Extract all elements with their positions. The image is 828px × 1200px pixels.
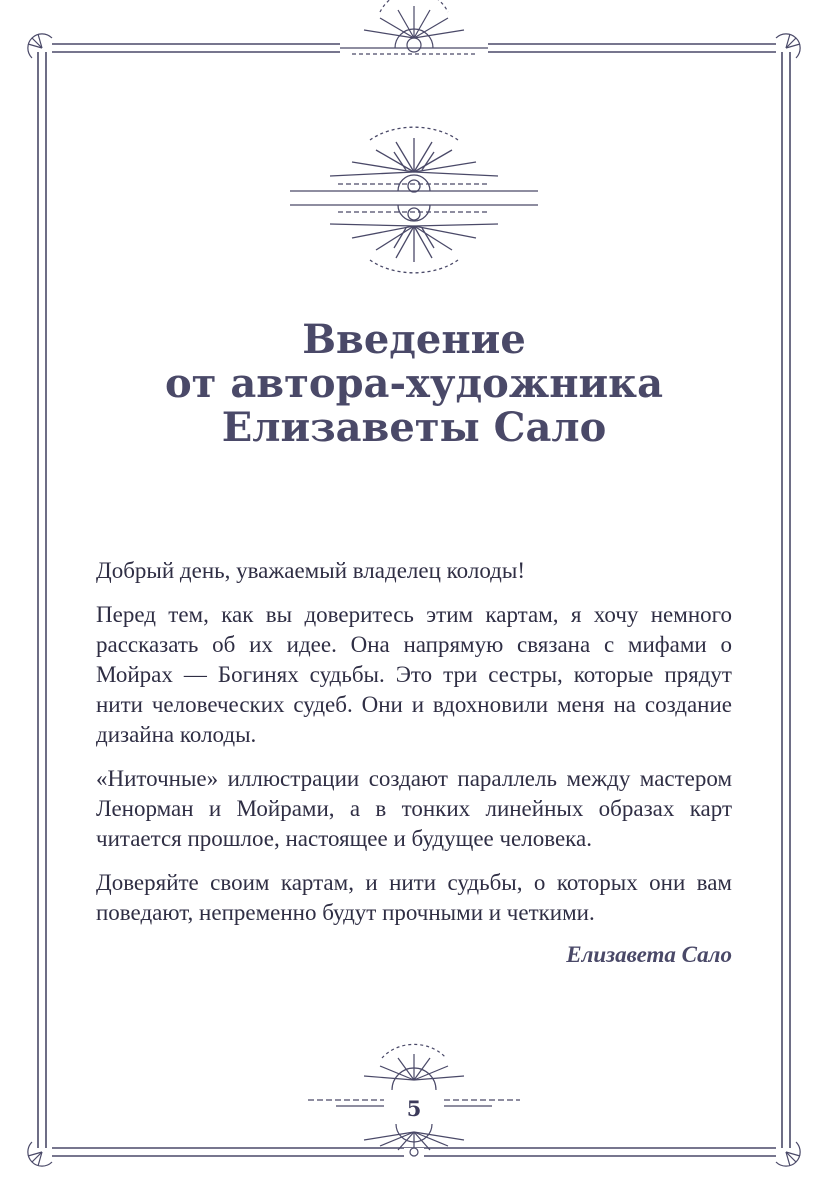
page-number: 5 xyxy=(406,1096,422,1121)
page-title xyxy=(0,318,828,450)
top-sun-ornament-icon xyxy=(340,0,488,58)
title-line-3: Елизаветы Сало xyxy=(221,404,607,451)
greeting-paragraph: Добрый день, уважаемый владелец колоды! xyxy=(96,558,525,583)
intro-text xyxy=(96,556,732,984)
title-line-1: Введение xyxy=(302,316,526,363)
title-line-2: от автора-художника xyxy=(165,360,663,407)
author-signature: Елизавета Сало xyxy=(566,942,732,967)
body-paragraph: «Ниточные» иллюстрации создают параллель между мастером Ленорман и Мойрами, а в тонких линейных образах карт читается прошлое, настоящее и будущее человека. xyxy=(96,766,732,851)
body-paragraph: Перед тем, как вы доверитесь этим картам, я хочу немного рассказать об их идее. Она напрямую связана с мифами о Мойрах — Богинях судьбы. Это три сестры, которые прядут нити человеческих судеб. Они и вдохновили меня на создание дизайна колоды. xyxy=(96,602,732,747)
central-sun-ornament-icon xyxy=(290,127,538,273)
body-paragraph: Доверяйте своим картам, и нити судьбы, о которых они вам поведают, непременно будут прочными и четкими. xyxy=(96,870,732,925)
